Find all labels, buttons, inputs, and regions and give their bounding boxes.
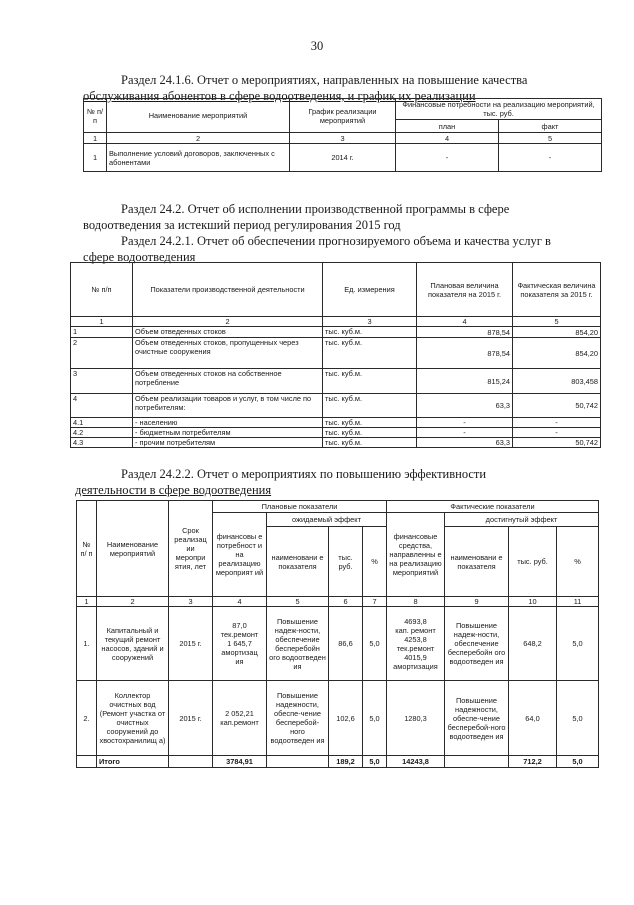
row-plan-indicator: Повышение надеж-ности, обеспечение бесперебойн ого водоотведен ия — [267, 607, 329, 681]
table-row — [77, 607, 599, 681]
total-fact-finance: 14243,8 — [387, 756, 445, 768]
row-fact: 50,742 — [513, 394, 601, 418]
row-unit: тыс. куб.м. — [323, 428, 417, 438]
row-fact: - — [513, 428, 601, 438]
row-num: 4.2 — [71, 428, 133, 438]
header-achieved-effect: достигнутый эффект — [445, 513, 599, 527]
row-unit: тыс. куб.м. — [323, 369, 417, 394]
row-plan-pct: 5,0 — [363, 607, 387, 681]
col-number: 1 — [84, 133, 107, 144]
row-plan-finance: 87,0 тек.ремонт 1 645,7 амортизац ия — [213, 607, 267, 681]
header-fact-indicator-name: наименовани е показателя — [445, 527, 509, 597]
row-num: 3 — [71, 369, 133, 394]
row-plan-pct: 5,0 — [363, 681, 387, 756]
col-number: 6 — [329, 597, 363, 607]
row-plan: 878,54 — [417, 338, 513, 369]
row-fact-rub: 64,0 — [509, 681, 557, 756]
row-num: 4.1 — [71, 418, 133, 428]
heading-line: Раздел 24.2.1. Отчет об обеспечении прогнозируемого объема и качества услуг в — [121, 234, 551, 248]
col-number: 3 — [169, 597, 213, 607]
total-fact-rub: 712,2 — [509, 756, 557, 768]
total-plan-rub: 189,2 — [329, 756, 363, 768]
table-row — [71, 327, 601, 338]
row-plan-finance: 2 052,21 кап.ремонт — [213, 681, 267, 756]
row-fact-pct: 5,0 — [557, 607, 599, 681]
row-name: Коллектор очистных вод (Ремонт участка от очистных сооружений до хвостохранилищ а) — [97, 681, 169, 756]
row-schedule: 2014 г. — [290, 144, 396, 172]
header-expected-effect: ожидаемый эффект — [267, 513, 387, 527]
total-term-cell — [169, 756, 213, 768]
row-num: 1 — [84, 144, 107, 172]
header-fact-finance: финансовые средства, направленны е на реализацию мероприятий — [387, 513, 445, 597]
section-24-2-2-heading — [75, 466, 575, 498]
row-plan: - — [417, 428, 513, 438]
row-num: 4 — [71, 394, 133, 418]
col-number: 5 — [267, 597, 329, 607]
row-fact-rub: 648,2 — [509, 607, 557, 681]
row-name: - прочим потребителям — [133, 438, 323, 448]
row-plan-rub: 102,6 — [329, 681, 363, 756]
col-number: 1 — [71, 317, 133, 327]
row-name: Объем отведенных стоков на собственное потребление — [133, 369, 323, 394]
col-number: 5 — [499, 133, 602, 144]
header-name: Наименование мероприятий — [97, 501, 169, 597]
header-plan-finance: финансовы е потребност и на реализацию мероприят ий — [213, 513, 267, 597]
heading-line: водоотведения за истекший период регулирования 2015 год — [83, 218, 401, 232]
heading-line: Раздел 24.1.6. Отчет о мероприятиях, направленных на повышение качества — [121, 73, 528, 87]
col-number: 2 — [133, 317, 323, 327]
row-name: Выполнение условий договоров, заключенных с абонентами — [107, 144, 290, 172]
col-number: 2 — [107, 133, 290, 144]
row-unit: тыс. куб.м. — [323, 327, 417, 338]
table-row — [77, 681, 599, 756]
table-row — [71, 428, 601, 438]
header-term: Срок реализац ии меропри ятия, лет — [169, 501, 213, 597]
header-num: № п/п — [71, 263, 133, 317]
header-plan-group: Плановые показатели — [213, 501, 387, 513]
header-finance: Финансовые потребности на реализацию мероприятий, тыс. руб. — [396, 99, 602, 120]
row-fact-finance: 4693,8 кап. ремонт 4253,8 тек.ремонт 4015,9 амортизация — [387, 607, 445, 681]
row-fact-finance: 1280,3 — [387, 681, 445, 756]
table-row — [71, 438, 601, 448]
total-row — [77, 756, 599, 768]
header-fact: Фактическая величина показателя за 2015 г. — [513, 263, 601, 317]
col-number: 4 — [417, 317, 513, 327]
total-fact-pct: 5,0 — [557, 756, 599, 768]
header-plan: Плановая величина показателя на 2015 г. — [417, 263, 513, 317]
row-plan: 63,3 — [417, 438, 513, 448]
col-number: 3 — [290, 133, 396, 144]
table-row — [71, 369, 601, 394]
row-num: 4.3 — [71, 438, 133, 448]
row-name: Объем отведенных стоков, пропущенных через очистные сооружения — [133, 338, 323, 369]
col-number: 4 — [396, 133, 499, 144]
total-fact-indicator-cell — [445, 756, 509, 768]
row-name: Объем отведенных стоков — [133, 327, 323, 338]
header-fact-rub: тыс. руб. — [509, 527, 557, 597]
col-number: 1 — [77, 597, 97, 607]
row-fact: 854,20 — [513, 327, 601, 338]
col-number: 9 — [445, 597, 509, 607]
heading-line: деятельности в сфере водоотведения — [75, 483, 272, 497]
measures-service-quality-table — [83, 98, 602, 172]
header-schedule: График реализации мероприятий — [290, 99, 396, 133]
header-fact-pct: % — [557, 527, 599, 597]
col-number: 3 — [323, 317, 417, 327]
row-unit: тыс. куб.м. — [323, 438, 417, 448]
row-num: 2. — [77, 681, 97, 756]
row-fact: 803,458 — [513, 369, 601, 394]
row-num: 1 — [71, 327, 133, 338]
col-number: 11 — [557, 597, 599, 607]
row-unit: тыс. куб.м. — [323, 338, 417, 369]
heading-line: обслуживания абонентов в сфере водоотведения, и график их реализации — [83, 89, 476, 103]
total-plan-pct: 5,0 — [363, 756, 387, 768]
header-indicator: Показатели производственной деятельности — [133, 263, 323, 317]
header-rub: тыс. руб. — [329, 527, 363, 597]
table-row — [71, 418, 601, 428]
table-row — [84, 144, 602, 172]
row-fact: - — [499, 144, 602, 172]
header-fact: факт — [499, 120, 602, 133]
production-program-table — [70, 262, 601, 448]
row-unit: тыс. куб.м. — [323, 418, 417, 428]
header-pct: % — [363, 527, 387, 597]
heading-line: сфере водоотведения — [83, 250, 196, 264]
total-label: Итого — [97, 756, 169, 768]
row-plan: - — [417, 418, 513, 428]
row-plan: - — [396, 144, 499, 172]
row-fact-indicator: Повышение надежности, обеспе-чение бесперебой-ного водоотведен ия — [445, 681, 509, 756]
row-name: - населению — [133, 418, 323, 428]
efficiency-measures-table — [76, 500, 599, 768]
col-number: 5 — [513, 317, 601, 327]
row-num: 2 — [71, 338, 133, 369]
header-num: № п/ п — [77, 501, 97, 597]
row-fact: 854,20 — [513, 338, 601, 369]
row-name: - бюджетным потребителям — [133, 428, 323, 438]
row-fact-pct: 5,0 — [557, 681, 599, 756]
section-24-2-heading — [83, 201, 575, 265]
heading-line: Раздел 24.2.2. Отчет о мероприятиях по повышению эффективности — [121, 467, 487, 481]
row-term: 2015 г. — [169, 681, 213, 756]
row-plan: 815,24 — [417, 369, 513, 394]
col-number: 10 — [509, 597, 557, 607]
heading-line: Раздел 24.2. Отчет об исполнении производственной программы в сфере — [121, 202, 510, 216]
row-name: Объем реализации товаров и услуг, в том числе по потребителям: — [133, 394, 323, 418]
col-number: 8 — [387, 597, 445, 607]
col-number: 4 — [213, 597, 267, 607]
row-num: 1. — [77, 607, 97, 681]
row-fact: - — [513, 418, 601, 428]
header-indicator-name: наименовани е показателя — [267, 527, 329, 597]
total-num-cell — [77, 756, 97, 768]
total-plan-finance: 3784,91 — [213, 756, 267, 768]
total-plan-indicator-cell — [267, 756, 329, 768]
header-unit: Ед. измерения — [323, 263, 417, 317]
row-fact: 50,742 — [513, 438, 601, 448]
header-num: № п/п — [84, 99, 107, 133]
row-plan-indicator: Повышение надежности, обеспе-чение бесперебой-ного водоотведен ия — [267, 681, 329, 756]
table-row — [71, 338, 601, 369]
header-name: Наименование мероприятий — [107, 99, 290, 133]
row-unit: тыс. куб.м. — [323, 394, 417, 418]
row-fact-indicator: Повышение надеж-ности, обеспечение бесперебойн ого водоотведен ия — [445, 607, 509, 681]
header-fact-group: Фактические показатели — [387, 501, 599, 513]
row-name: Капитальный и текущий ремонт насосов, зданий и сооружений — [97, 607, 169, 681]
page-number: 30 — [310, 39, 324, 53]
col-number: 7 — [363, 597, 387, 607]
row-plan: 63,3 — [417, 394, 513, 418]
row-plan-rub: 86,6 — [329, 607, 363, 681]
col-number: 2 — [97, 597, 169, 607]
table-row — [71, 394, 601, 418]
header-plan: план — [396, 120, 499, 133]
row-plan: 878,54 — [417, 327, 513, 338]
row-term: 2015 г. — [169, 607, 213, 681]
